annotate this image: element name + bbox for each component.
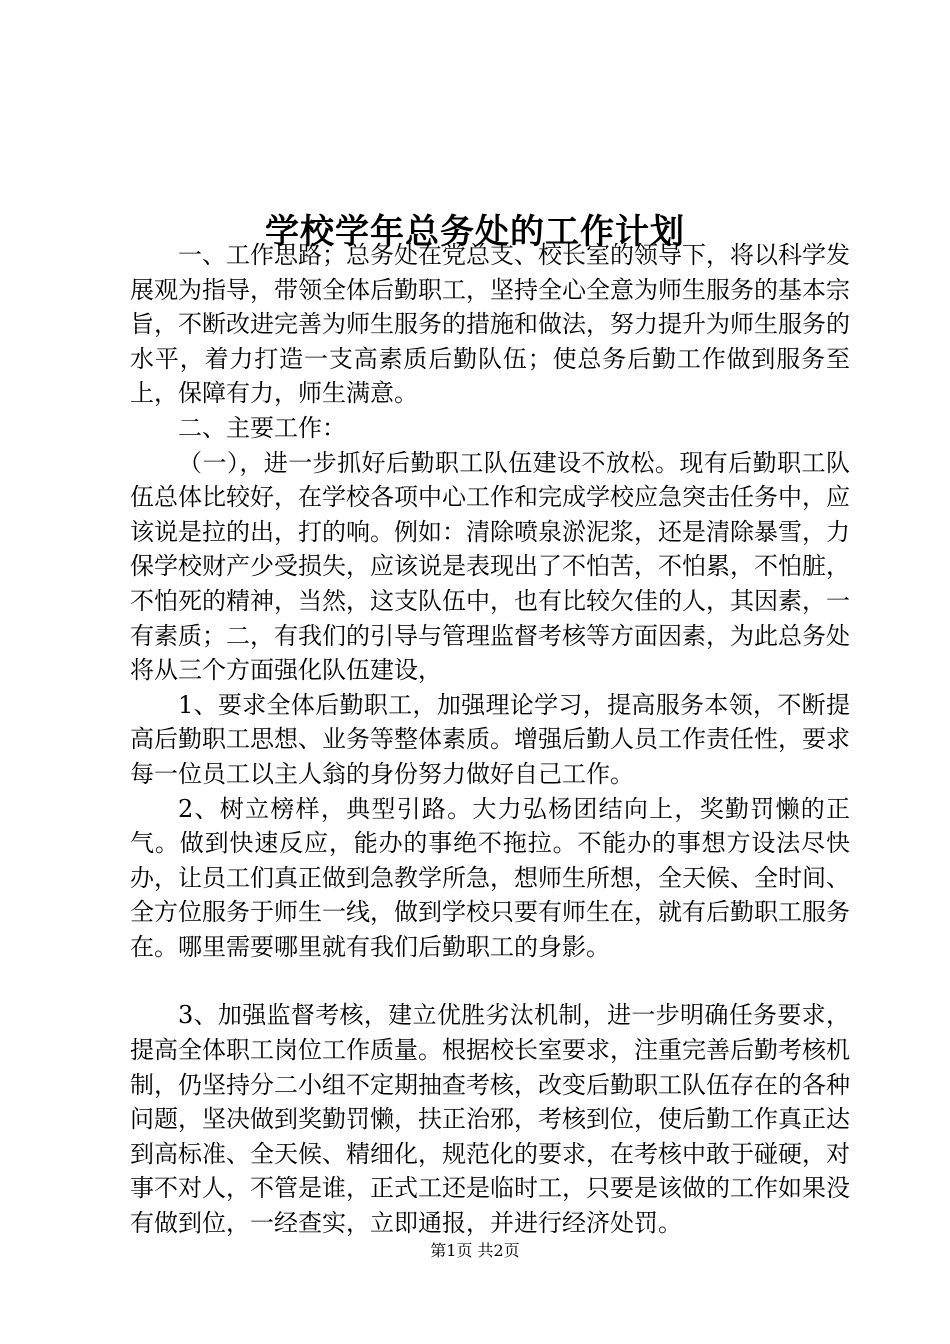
document-title: 学校学年总务处的工作计划 (265, 211, 685, 252)
paragraph-item-3: 3、加强监督考核，建立优胜劣汰机制，进一步明确任务要求，提高全体职工岗位工作质量。根据校长室要求，注重完善后勤考核机制，仍坚持分二小组不定期抽查考核，改变后勤职工队伍存在的各种问题，坚决做到奖勤罚懒，扶正治邪，考核到位，使后勤工作真正达到高标准、全天候、精细化，规范化的要求，在考核中敢于碰硬，对事不对人，不管是谁，正式工还是临时工，只要是该做的工作如果没有做到位，一经查实，立即通报，并进行经济处罚。 (130, 1001, 850, 1238)
paragraph-item-2: 2、树立榜样，典型引路。大力弘杨团结向上，奖勤罚懒的正气。做到快速反应，能办的事绝不拖拉。不能办的事想方设法尽快办，让员工们真正做到急教学所急，想师生所想，全天候、全时间、全方位服务于师生一线，做到学校只要有师生在，就有后勤职工服务在。哪里需要哪里就有我们后勤职工的身影。 (130, 794, 850, 961)
paragraph-main-work-heading: 二、主要工作： (178, 413, 346, 442)
paragraph-team-building: （一），进一步抓好后勤职工队伍建设不放松。现有后勤职工队伍总体比较好，在学校各项中心工作和完成学校应急突击任务中，应该说是拉的出，打的响。例如：清除喷泉淤泥浆，还是清除暴雪，力保学校财产少受损失，应该说是表现出了不怕苦，不怕累，不怕脏，不怕死的精神，当然，这支队伍中，也有比较欠佳的人，其因素，一有素质；二，有我们的引导与管理监督考核等方面因素，为此总务处将从三个方面强化队伍建设， (130, 448, 850, 685)
paragraph-work-approach: 一、工作思路；总务处在党总支、校长室的领导下，将以科学发展观为指导，带领全体后勤职工，坚持全心全意为师生服务的基本宗旨，不断改进完善为师生服务的措施和做法，努力提升为师生服务的水平，着力打造一支高素质后勤队伍；使总务后勤工作做到服务至上，保障有力，师生满意。 (130, 241, 850, 408)
page-footer: 第1页 共2页 (430, 1241, 520, 1260)
paragraph-item-1: 1、要求全体后勤职工，加强理论学习，提高服务本领，不断提高后勤职工思想、业务等整体素质。增强后勤人员工作责任性，要求每一位员工以主人翁的身份努力做好自己工作。 (130, 690, 850, 788)
document-body (130, 238, 850, 1241)
